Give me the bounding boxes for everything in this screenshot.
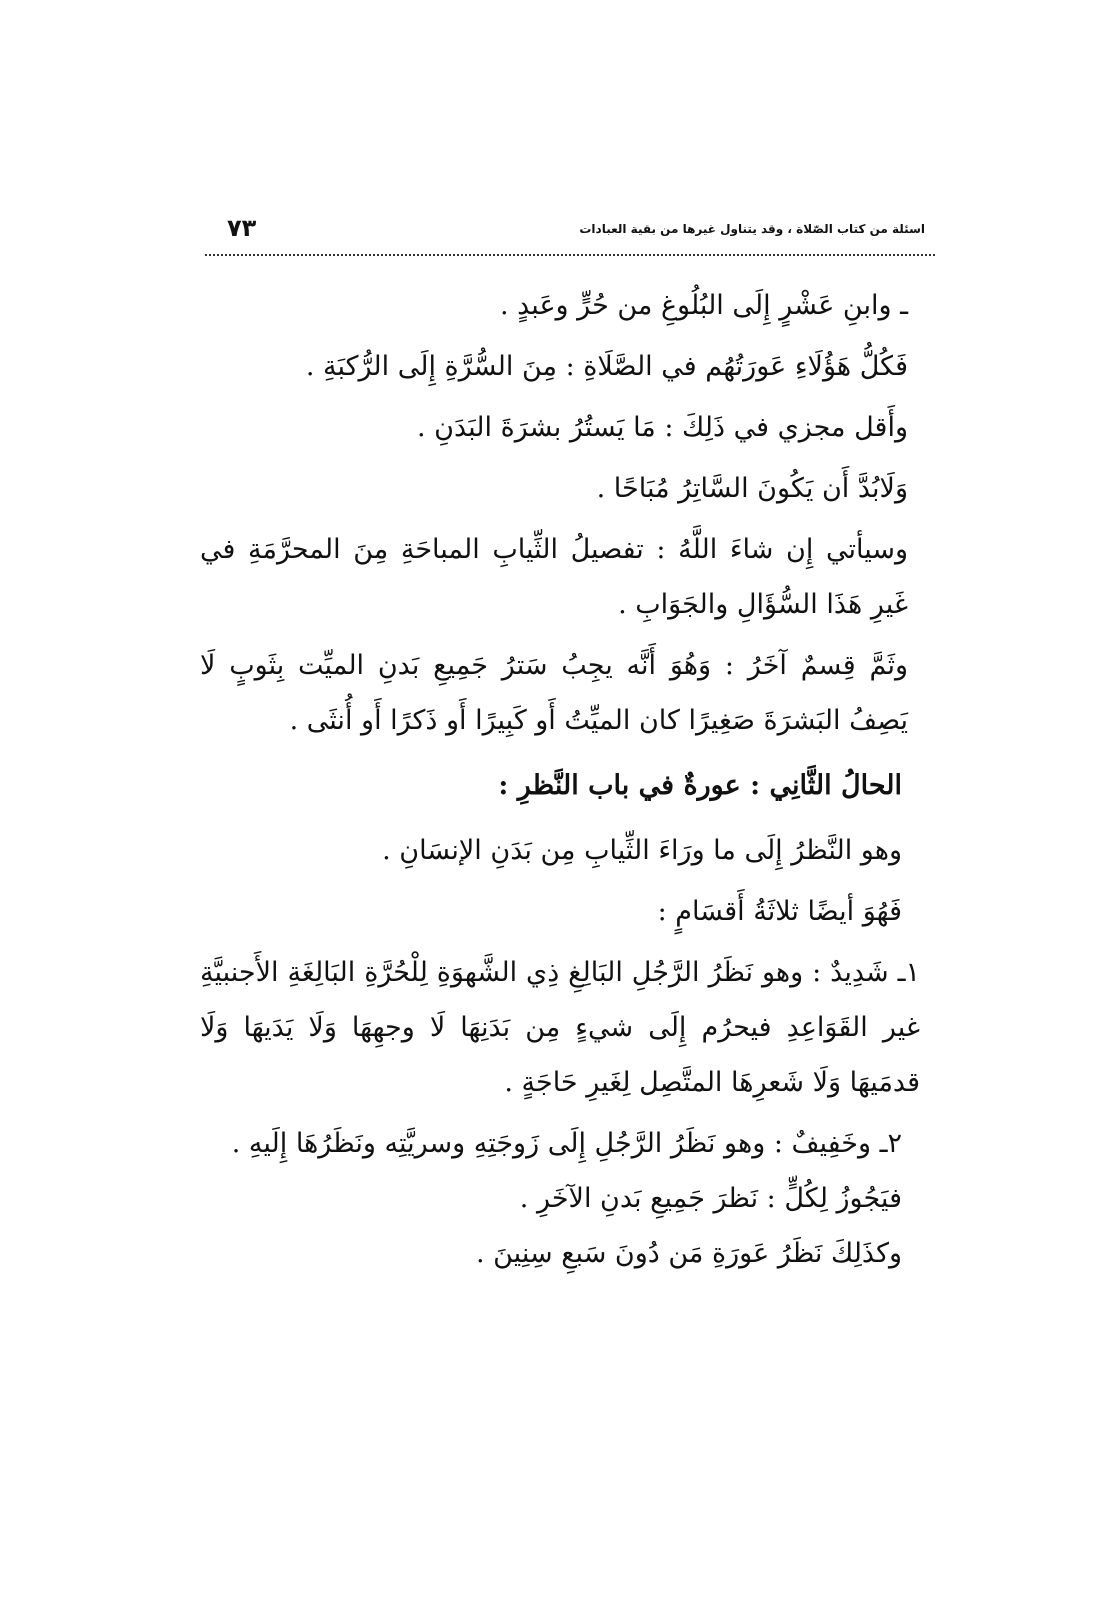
paragraph-6: وثَمَّ قِسمٌ آخَرُ : وَهُوَ أَنَّه يجِبُ سَترُ جَمِيعِ بَدنِ الميِّت بِثَوبٍ لَا يَصِفُ البَشرَةَ صَغِيرًا كان الميِّتُ أَو كَبِيرًا أَو ذَكرًا أَو أُنثَى . (200, 650, 908, 736)
header-divider (205, 254, 935, 256)
paragraph-2: فَكُلُّ هَؤُلَاءِ عَورَتُهُم في الصَّلَاةِ : مِنَ السُّرَّةِ إِلَى الرُّكبَةِ . (305, 351, 908, 382)
paragraph-11: فيَجُوزُ لِكُلٍّ : نَظرَ جَمِيعِ بَدنِ الآخَرِ . (519, 1183, 902, 1214)
page-number: ٧٣ (227, 214, 257, 242)
running-header (205, 214, 925, 250)
paragraph-10: ٢ـ وخَفِيفٌ : وهو نَظَرُ الرَّجُلِ إِلَى زَوجَتِهِ وسريَّتِه ونَظَرُهَا إِلَيهِ . (231, 1128, 902, 1159)
paragraph-4: وَلَابُدَّ أَن يَكُونَ السَّاتِرُ مُبَاحًا . (596, 473, 908, 504)
paragraph-8: فَهُوَ أيضًا ثلاثَةُ أَقسَامٍ : (657, 896, 902, 927)
running-title: اسئلة من كتاب الصّلاة ، وقد يتناول غيرها من بقية العبادات (579, 222, 925, 236)
paragraph-3: وأَقل مجزي في ذَلِكَ : مَا يَستُرُ بشرَةَ البَدَنِ . (416, 412, 908, 443)
paragraph-12: وكذَلِكَ نَظَرُ عَورَةِ مَن دُونَ سَبعِ سِنِينَ . (475, 1238, 902, 1269)
section-heading: الحالُ الثَّانِي : عورةٌ في باب النَّظرِ : (498, 770, 902, 801)
paragraph-9: ١ـ شَدِيدٌ : وهو نَظَرُ الرَّجُلِ البَالِغِ ذِي الشَّهوَةِ لِلْحُرَّةِ البَالِغَةِ الأَجنبيَّةِ غير القَوَاعِدِ فيحرُم إِلَى شيءٍ مِن بَدَنِهَا لَا وجهِهَا وَلَا يَدَيهَا وَلَا قدمَيهَا وَلَا شَعرِهَا المتَّصِل لِغَيرِ حَاجَةٍ . (200, 957, 920, 1098)
paragraph-5: وسيأتي إِن شاءَ اللَّهُ : تفصيلُ الثِّيابِ المباحَةِ مِنَ المحرَّمَةِ في غَيرِ هَذَا السُّؤَالِ والجَوَابِ . (200, 534, 908, 620)
paragraph-7: وهو النَّظرُ إِلَى ما ورَاءَ الثِّيابِ مِن بَدَنِ الإنسَانِ . (382, 835, 902, 866)
paragraph-1: ـ وابنِ عَشْرٍ إِلَى البُلُوغِ من حُرٍّ وعَبدٍ . (499, 290, 908, 321)
page-body (200, 278, 920, 1281)
